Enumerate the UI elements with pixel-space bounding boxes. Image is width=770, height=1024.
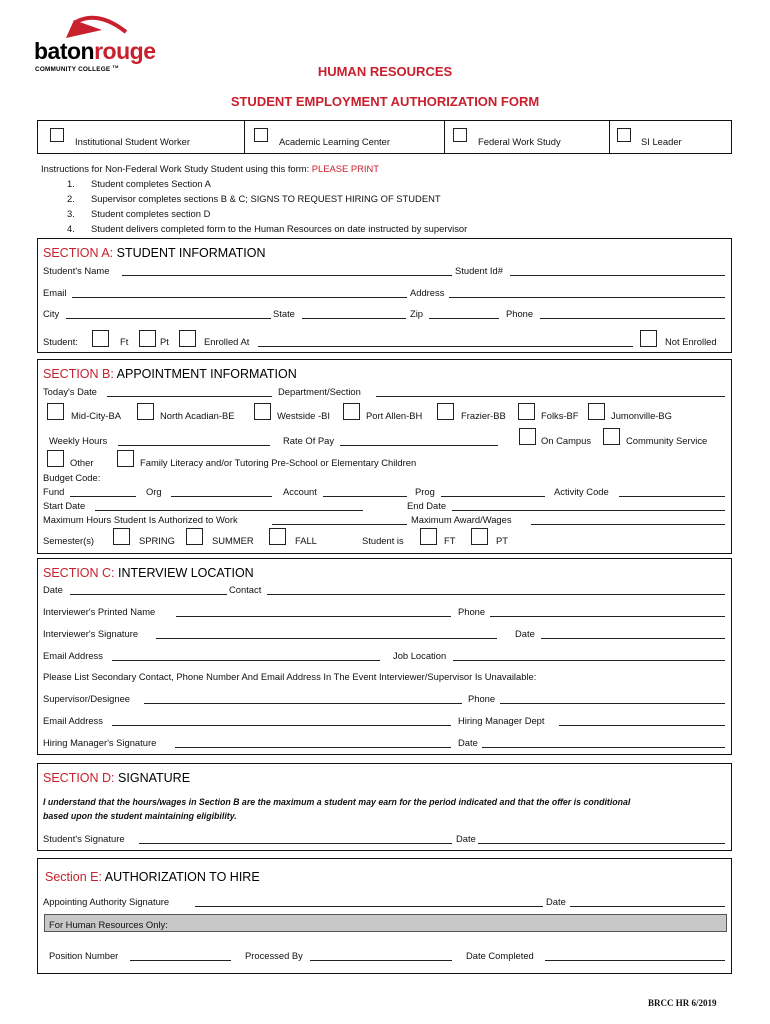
max-award-field[interactable] xyxy=(531,524,725,525)
phone-field[interactable] xyxy=(540,318,725,319)
section-a-header: SECTION A: STUDENT INFORMATION xyxy=(43,246,266,260)
section-b-header: SECTION B: APPOINTMENT INFORMATION xyxy=(43,367,297,381)
interviewer-email-label: Email Address xyxy=(43,650,103,661)
contact-field[interactable] xyxy=(267,594,725,595)
enrolled-at-checkbox[interactable] xyxy=(179,330,196,347)
students-name-label: Student's Name xyxy=(43,265,110,276)
rate-of-pay-label: Rate Of Pay xyxy=(283,435,335,446)
supervisor-field[interactable] xyxy=(144,703,462,704)
student-ft-label: FT xyxy=(444,535,456,546)
academic-learning-checkbox[interactable] xyxy=(254,128,268,142)
address-field[interactable] xyxy=(449,297,725,298)
state-field[interactable] xyxy=(302,318,406,319)
campus-label: Folks-BF xyxy=(541,410,579,421)
interviewer-email-field[interactable] xyxy=(112,660,380,661)
student-id-field[interactable] xyxy=(510,275,725,276)
step-number: 3. xyxy=(67,208,75,219)
not-enrolled-label: Not Enrolled xyxy=(665,336,717,347)
rate-of-pay-field[interactable] xyxy=(340,445,498,446)
student-statement: based upon the student maintaining eligibility. xyxy=(43,811,237,821)
job-location-label: Job Location xyxy=(393,650,447,661)
appointing-authority-field[interactable] xyxy=(195,906,543,907)
campus-label: Mid-City-BA xyxy=(71,410,122,421)
fund-field[interactable] xyxy=(70,496,136,497)
max-hours-label: Maximum Hours Student Is Authorized to Work xyxy=(43,514,238,525)
summer-label: SUMMER xyxy=(212,535,254,546)
type-label: Federal Work Study xyxy=(478,136,561,147)
student-status-label: Student: xyxy=(43,336,78,347)
interview-date-label: Date xyxy=(43,584,63,595)
date-completed-field[interactable] xyxy=(545,960,725,961)
interviewer-signature-field[interactable] xyxy=(156,638,497,639)
todays-date-label: Today's Date xyxy=(43,386,97,397)
interviewer-date-label: Date xyxy=(515,628,535,639)
mid-city-checkbox[interactable] xyxy=(47,403,64,420)
student-is-label: Student is xyxy=(362,535,404,546)
date-completed-label: Date Completed xyxy=(466,950,534,961)
family-literacy-checkbox[interactable] xyxy=(117,450,134,467)
campus-label: Westside -BI xyxy=(277,410,330,421)
instructions-lead: Instructions for Non-Federal Work Study Student using this form: PLEASE PRINT xyxy=(41,163,379,174)
section-c-header: SECTION C: INTERVIEW LOCATION xyxy=(43,566,254,580)
position-number-label: Position Number xyxy=(49,950,119,961)
city-field[interactable] xyxy=(66,318,271,319)
interviewer-phone-label: Phone xyxy=(458,606,486,617)
hiring-dept-field[interactable] xyxy=(559,725,725,726)
semester-label: Semester(s) xyxy=(43,535,95,546)
westside-checkbox[interactable] xyxy=(254,403,271,420)
on-campus-checkbox[interactable] xyxy=(519,428,536,445)
end-date-label: End Date xyxy=(407,500,447,511)
fall-label: FALL xyxy=(295,535,317,546)
type-label: Academic Learning Center xyxy=(279,136,390,147)
federal-work-study-checkbox[interactable] xyxy=(453,128,467,142)
appointing-date-label: Date xyxy=(546,896,566,907)
on-campus-label: On Campus xyxy=(541,435,592,446)
prog-label: Prog xyxy=(415,486,435,497)
state-label: State xyxy=(273,308,295,319)
student-pt-checkbox[interactable] xyxy=(471,528,488,545)
appointing-authority-label: Appointing Authority Signature xyxy=(43,896,170,907)
max-award-label: Maximum Award/Wages xyxy=(411,514,512,525)
weekly-hours-label: Weekly Hours xyxy=(49,435,108,446)
north-acadian-checkbox[interactable] xyxy=(137,403,154,420)
account-label: Account xyxy=(283,486,317,497)
prog-field[interactable] xyxy=(441,496,545,497)
type-label: SI Leader xyxy=(641,136,682,147)
other-checkbox[interactable] xyxy=(47,450,64,467)
weekly-hours-field[interactable] xyxy=(118,445,270,446)
interview-date-field[interactable] xyxy=(70,594,227,595)
student-ft-checkbox[interactable] xyxy=(420,528,437,545)
interviewer-date-field[interactable] xyxy=(541,638,725,639)
section-d-header: SECTION D: SIGNATURE xyxy=(43,771,191,785)
budget-code-label: Budget Code: xyxy=(43,472,101,483)
city-label: City xyxy=(43,308,60,319)
hiring-dept-label: Hiring Manager Dept xyxy=(458,715,545,726)
port-allen-checkbox[interactable] xyxy=(343,403,360,420)
header-line-1: HUMAN RESOURCES xyxy=(317,64,453,79)
step-text: Supervisor completes sections B & C; SIGNS TO REQUEST HIRING OF STUDENT xyxy=(91,193,441,204)
hiring-signature-field[interactable] xyxy=(175,747,451,748)
secondary-email-label: Email Address xyxy=(43,715,103,726)
interviewer-name-field[interactable] xyxy=(176,616,451,617)
fund-label: Fund xyxy=(43,486,65,497)
community-service-label: Community Service xyxy=(626,435,708,446)
logo-trademark: TM xyxy=(112,64,119,69)
processed-by-field[interactable] xyxy=(310,960,452,961)
enrolled-at-label: Enrolled At xyxy=(204,336,250,347)
account-field[interactable] xyxy=(323,496,407,497)
pt-checkbox[interactable] xyxy=(139,330,156,347)
step-number: 4. xyxy=(67,223,75,234)
zip-field[interactable] xyxy=(429,318,499,319)
campus-label: North Acadian-BE xyxy=(160,410,235,421)
not-enrolled-checkbox[interactable] xyxy=(640,330,657,347)
student-sig-date-field[interactable] xyxy=(478,843,725,844)
campus-label: Jumonville-BG xyxy=(611,410,672,421)
student-id-label: Student Id# xyxy=(455,265,503,276)
email-label: Email xyxy=(43,287,67,298)
student-statement: I understand that the hours/wages in Section B are the maximum a student may earn for the period indicated and that the offer is conditional xyxy=(43,797,631,807)
section-e-header: Section E: AUTHORIZATION TO HIRE xyxy=(45,870,260,884)
frazier-checkbox[interactable] xyxy=(437,403,454,420)
student-pt-label: PT xyxy=(496,535,508,546)
contact-label: Contact xyxy=(229,584,262,595)
jumonville-checkbox[interactable] xyxy=(588,403,605,420)
supervisor-phone-field[interactable] xyxy=(500,703,725,704)
activity-code-field[interactable] xyxy=(619,496,725,497)
folks-checkbox[interactable] xyxy=(518,403,535,420)
secondary-email-field[interactable] xyxy=(112,725,451,726)
other-label: Other xyxy=(70,457,94,468)
enrolled-at-field[interactable] xyxy=(258,346,633,347)
family-literacy-label: Family Literacy and/or Tutoring Pre-School or Elementary Children xyxy=(140,457,417,468)
step-text: Student completes Section A xyxy=(91,178,211,189)
department-label: Department/Section xyxy=(278,386,361,397)
hiring-date-field[interactable] xyxy=(482,747,725,748)
campus-label: Port Allen-BH xyxy=(366,410,423,421)
campus-label: Frazier-BB xyxy=(461,410,506,421)
interviewer-name-label: Interviewer's Printed Name xyxy=(43,606,156,617)
zip-label: Zip xyxy=(410,308,424,319)
hiring-date-label: Date xyxy=(458,737,478,748)
community-service-checkbox[interactable] xyxy=(603,428,620,445)
address-label: Address xyxy=(410,287,445,298)
step-text: Student completes section D xyxy=(91,208,211,219)
ft-checkbox[interactable] xyxy=(92,330,109,347)
activity-code-label: Activity Code xyxy=(554,486,609,497)
email-field[interactable] xyxy=(72,297,407,298)
students-name-field[interactable] xyxy=(122,275,452,276)
logo-word-baton: baton xyxy=(34,38,95,64)
org-label: Org xyxy=(146,486,162,497)
spring-checkbox[interactable] xyxy=(113,528,130,545)
org-field[interactable] xyxy=(171,496,272,497)
interviewer-signature-label: Interviewer's Signature xyxy=(43,628,139,639)
supervisor-label: Supervisor/Designee xyxy=(43,693,131,704)
department-field[interactable] xyxy=(376,396,725,397)
form-code: BRCC HR 6/2019 xyxy=(648,998,717,1008)
hiring-signature-label: Hiring Manager's Signature xyxy=(43,737,157,748)
logo-subtitle: COMMUNITY COLLEGE xyxy=(35,66,111,74)
supervisor-phone-label: Phone xyxy=(468,693,496,704)
ft-label: Ft xyxy=(120,336,129,347)
phone-label: Phone xyxy=(506,308,534,319)
step-text: Student delivers completed form to the Human Resources on date instructed by supervisor xyxy=(91,223,468,234)
max-hours-field[interactable] xyxy=(272,524,407,525)
appointing-date-field[interactable] xyxy=(570,906,725,907)
logo-word-rouge: rouge xyxy=(94,38,156,64)
summer-checkbox[interactable] xyxy=(186,528,203,545)
job-location-field[interactable] xyxy=(453,660,725,661)
interviewer-phone-field[interactable] xyxy=(490,616,725,617)
end-date-field[interactable] xyxy=(452,510,725,511)
position-number-field[interactable] xyxy=(130,960,231,961)
student-sig-date-label: Date xyxy=(456,833,476,844)
spring-label: SPRING xyxy=(139,535,175,546)
processed-by-label: Processed By xyxy=(245,950,303,961)
hr-only-label: For Human Resources Only: xyxy=(49,919,168,930)
please-print-emphasis: PLEASE PRINT xyxy=(311,163,379,174)
student-signature-field[interactable] xyxy=(139,843,452,844)
secondary-contact-note: Please List Secondary Contact, Phone Number And Email Address In The Event Interviewer/Supervisor Is Unavailable: xyxy=(43,671,537,682)
start-date-field[interactable] xyxy=(95,510,363,511)
si-leader-checkbox[interactable] xyxy=(617,128,631,142)
todays-date-field[interactable] xyxy=(107,396,272,397)
institutional-worker-checkbox[interactable] xyxy=(50,128,64,142)
step-number: 2. xyxy=(67,193,75,204)
start-date-label: Start Date xyxy=(43,500,86,511)
form-title: STUDENT EMPLOYMENT AUTHORIZATION FORM xyxy=(230,94,540,109)
student-signature-label: Student's Signature xyxy=(43,833,125,844)
fall-checkbox[interactable] xyxy=(269,528,286,545)
pt-label: Pt xyxy=(160,336,169,347)
type-label: Institutional Student Worker xyxy=(75,136,190,147)
step-number: 1. xyxy=(67,178,75,189)
